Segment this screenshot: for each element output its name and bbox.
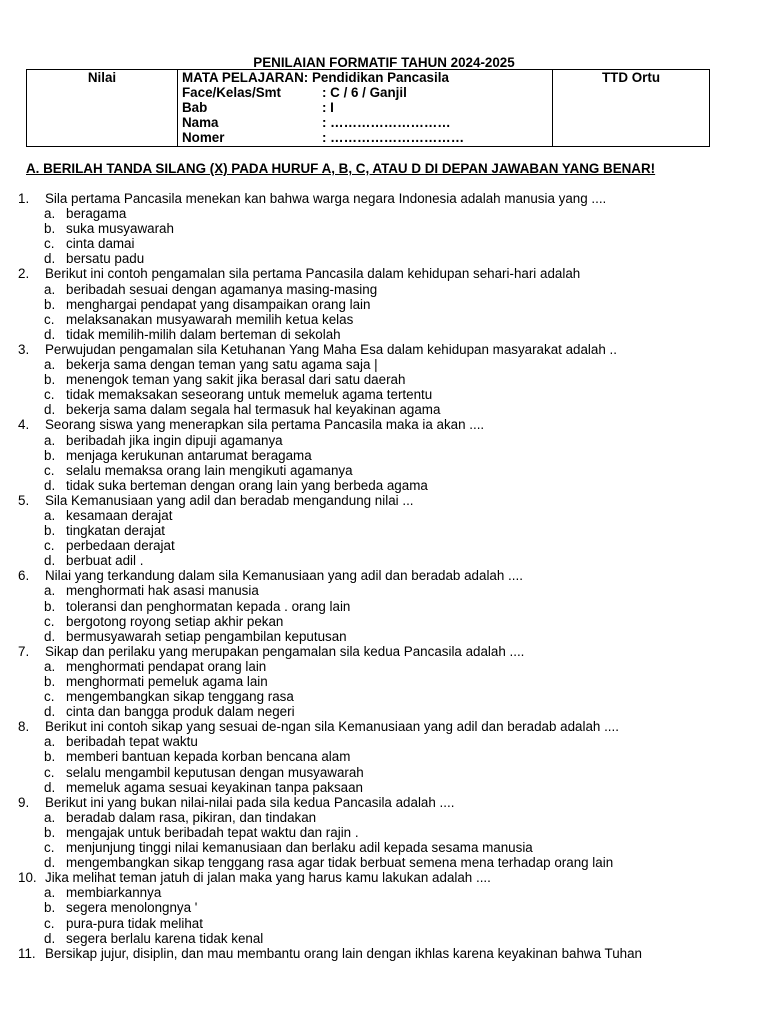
option-letter: b. [44,900,56,916]
answer-option[interactable] [18,508,758,523]
question-text: Sila Kemanusiaan yang adil dan beradab mengandung nilai ... [45,492,414,508]
answer-option[interactable] [18,523,758,538]
question-text: Bersikap jujur, disiplin, dan mau membantu orang lain dengan ikhlas karena keyakinan bahwa Tuhan [45,945,643,961]
option-text: suka musyawarah [66,221,174,237]
option-letter: a. [44,432,56,448]
option-letter: b. [44,447,56,463]
answer-option[interactable] [18,282,758,297]
question-text: Perwujudan pengamalan sila Ketuhanan Yang Maha Esa dalam kehidupan masyarakat adalah .. [45,341,617,357]
question-number: 11. [18,945,36,961]
info-cell [178,70,553,147]
option-text: beragama [66,206,127,222]
answer-option[interactable] [18,840,758,855]
question-item [18,795,758,870]
answer-option[interactable] [18,327,758,342]
answer-option[interactable] [18,931,758,946]
option-text: mengembangkan sikap tenggang rasa [66,689,294,705]
parent-signature-label: TTD Ortu [601,70,660,85]
question-line [18,795,758,810]
answer-option[interactable] [18,704,758,719]
question-line [18,870,758,885]
option-letter: a. [44,357,56,373]
option-text: mengembangkan sikap tenggang rasa agar tidak berbuat semena mena terhadap orang lain [66,855,614,871]
option-letter: d. [44,553,56,569]
option-letter: a. [44,885,56,901]
question-item [18,417,758,492]
answer-option[interactable] [18,659,758,674]
answer-option[interactable] [18,599,758,614]
option-letter: a. [44,281,56,297]
question-number: 2. [18,266,30,282]
question-number: 3. [18,341,30,357]
question-item [18,719,758,794]
option-letter: c. [44,613,55,629]
option-text: bersatu padu [66,251,145,267]
question-item [18,493,758,568]
option-letter: c. [44,915,55,931]
option-letter: d. [44,704,56,720]
question-number: 9. [18,794,30,810]
option-text: mengajak untuk beribadah tepat waktu dan rajin . [66,824,359,840]
option-text: pura-pura tidak melihat [66,915,203,931]
option-text: selalu memaksa orang lain mengikuti agamanya [66,462,353,478]
question-line [18,342,758,357]
question-number: 7. [18,643,30,659]
option-letter: b. [44,372,56,388]
question-number: 8. [18,719,30,735]
answer-option[interactable] [18,236,758,251]
info-value: : I [322,100,334,115]
option-text: bermusyawarah setiap pengambilan keputusan [66,628,347,644]
option-letter: c. [44,311,55,327]
question-number: 1. [18,191,30,206]
question-number: 4. [18,417,30,433]
option-letter: d. [44,251,56,267]
nilai-label: Nilai [87,70,117,85]
answer-option[interactable] [18,372,758,387]
answer-option[interactable] [18,538,758,553]
answer-option[interactable] [18,433,758,448]
info-label: Face/Kelas/Smt [182,85,281,100]
option-letter: c. [44,764,55,780]
option-text: toleransi dan penghormatan kepada . orang lain [66,598,351,614]
option-text: perbedaan derajat [66,538,175,554]
nilai-cell [27,70,178,147]
option-text: kesamaan derajat [66,507,173,523]
option-letter: c. [44,236,55,252]
answer-option[interactable] [18,749,758,764]
option-letter: a. [44,658,56,674]
option-text: segera berlalu karena tidak kenal [66,930,264,946]
option-text: membiarkannya [66,885,162,901]
answer-option[interactable] [18,614,758,629]
answer-option[interactable] [18,297,758,312]
question-text: Jika melihat teman jatuh di jalan maka yang harus kamu lakukan adalah .... [45,870,491,886]
answer-option[interactable] [18,463,758,478]
header-table [26,69,710,147]
question-line [18,644,758,659]
info-row-subject [182,70,552,85]
question-item [18,266,758,341]
answer-option[interactable] [18,251,758,266]
answer-option[interactable] [18,900,758,915]
option-text: beribadah sesuai dengan agamanya masing-masing [66,281,378,297]
answer-option[interactable] [18,885,758,900]
question-item [18,568,758,643]
answer-option[interactable] [18,780,758,795]
option-letter: c. [44,387,55,403]
answer-option[interactable] [18,825,758,840]
option-text: tidak suka berteman dengan orang lain yang berbeda agama [66,477,428,493]
answer-option[interactable] [18,478,758,493]
option-text: segera menolongnya ' [66,900,198,916]
option-text: menghormati pendapat orang lain [66,658,267,674]
option-letter: a. [44,206,56,222]
option-text: menjunjung tinggi nilai kemanusiaan dan berlaku adil kepada sesama manusia [66,840,533,856]
question-number: 6. [18,568,30,584]
info-row-name [182,115,552,130]
option-letter: c. [44,462,55,478]
answer-option[interactable] [18,206,758,221]
option-letter: d. [44,930,56,946]
answer-option[interactable] [18,629,758,644]
question-text: Sila pertama Pancasila menekan kan bahwa warga negara Indonesia adalah manusia yang .... [45,191,607,206]
question-item [18,644,758,719]
option-letter: c. [44,840,55,856]
option-letter: d. [44,628,56,644]
option-text: bekerja sama dengan teman yang satu agama saja | [66,357,378,373]
section-a-instruction: A. BERILAH TANDA SILANG (X) PADA HURUF A, B, C, ATAU D DI DEPAN JAWABAN YANG BENAR! [26,161,656,176]
question-line [18,946,758,961]
answer-option[interactable] [18,855,758,870]
answer-option[interactable] [18,357,758,372]
answer-option[interactable] [18,312,758,327]
question-text: Sikap dan perilaku yang merupakan pengamalan sila kedua Pancasila adalah .... [45,643,525,659]
info-row-number [182,130,552,145]
option-text: memberi bantuan kepada korban bencana alam [66,749,351,765]
option-letter: d. [44,855,56,871]
option-text: menghargai pendapat yang disampaikan orang lain [66,296,371,312]
question-item [18,342,758,417]
answer-option[interactable] [18,221,758,236]
question-line [18,493,758,508]
question-number: 5. [18,492,30,508]
option-text: memeluk agama sesuai keyakinan tanpa paksaan [66,779,364,795]
info-label: Bab [182,100,208,115]
option-text: bekerja sama dalam segala hal termasuk hal keyakinan agama [66,402,441,418]
option-text: bergotong royong setiap akhir pekan [66,613,284,629]
info-row-class [182,85,552,100]
option-letter: b. [44,749,56,765]
option-letter: b. [44,824,56,840]
option-letter: a. [44,734,56,750]
question-line [18,568,758,583]
question-text: Berikut ini contoh pengamalan sila pertama Pancasila dalam kehidupan sehari-hari adalah [45,266,581,282]
question-line [18,266,758,281]
question-item [18,870,758,945]
option-letter: a. [44,507,56,523]
info-value: Pendidikan Pancasila [311,70,449,85]
info-row-chapter [182,100,552,115]
question-number: 10. [18,870,37,886]
info-label: Nama [182,115,219,130]
answer-option[interactable] [18,387,758,402]
option-text: melaksanakan musyawarah memilih ketua kelas [66,311,354,327]
option-text: tidak memaksakan seseorang untuk memeluk agama tertentu [66,387,433,403]
option-letter: a. [44,583,56,599]
answer-option[interactable] [18,674,758,689]
parent-signature-cell [553,70,710,147]
answer-option[interactable] [18,734,758,749]
option-text: beribadah tepat waktu [66,734,198,750]
option-text: menghormati hak asasi manusia [66,583,259,599]
option-letter: d. [44,402,56,418]
option-letter: b. [44,221,56,237]
info-label: Nomer [182,130,225,145]
question-item [18,946,758,961]
question-text: Seorang siswa yang menerapkan sila pertama Pancasila maka ia akan .... [45,417,485,433]
option-letter: b. [44,296,56,312]
answer-option[interactable] [18,916,758,931]
name-field[interactable]: : ……………………… [322,115,451,130]
question-line [18,417,758,432]
answer-option[interactable] [18,553,758,568]
question-line [18,191,758,206]
answer-option[interactable] [18,689,758,704]
question-text: Berikut ini yang bukan nilai-nilai pada sila kedua Pancasila adalah .... [45,794,455,810]
info-label: MATA PELAJARAN: [182,70,309,85]
option-text: cinta dan bangga produk dalam negeri [66,704,295,720]
page-title: PENILAIAN FORMATIF TAHUN 2024-2025 [253,55,515,70]
option-letter: b. [44,598,56,614]
answer-option[interactable] [18,765,758,780]
option-text: berbuat adil . [66,553,144,569]
option-text: cinta damai [66,236,135,252]
option-text: tingkatan derajat [66,523,166,539]
option-text: selalu mengambil keputusan dengan musyawarah [66,764,364,780]
answer-option[interactable] [18,402,758,417]
option-text: menengok teman yang sakit jika berasal dari satu daerah [66,372,406,388]
answer-option[interactable] [18,810,758,825]
question-text: Berikut ini contoh sikap yang sesuai de-ngan sila Kemanusiaan yang adil dan beradab adalah .... [45,719,619,735]
option-letter: b. [44,674,56,689]
option-letter: b. [44,523,56,539]
option-letter: d. [44,779,56,795]
question-list [18,191,758,961]
option-letter: d. [44,326,56,342]
option-letter: c. [44,538,55,554]
option-letter: a. [44,809,56,825]
option-letter: d. [44,477,56,493]
answer-option[interactable] [18,583,758,598]
option-text: menghormati pemeluk agama lain [66,674,268,689]
number-field[interactable]: : ………………………… [322,130,465,145]
question-line [18,719,758,734]
option-letter: c. [44,689,55,705]
option-text: beradab dalam rasa, pikiran, dan tindakan [66,809,317,825]
question-text: Nilai yang terkandung dalam sila Kemanusiaan yang adil dan beradab adalah .... [45,568,523,584]
question-item [18,191,758,266]
option-text: tidak memilih-milih dalam berteman di sekolah [66,326,341,342]
option-text: beribadah jika ingin dipuji agamanya [66,432,283,448]
info-value: : C / 6 / Ganjil [322,85,407,100]
answer-option[interactable] [18,448,758,463]
option-text: menjaga kerukunan antarumat beragama [66,447,312,463]
